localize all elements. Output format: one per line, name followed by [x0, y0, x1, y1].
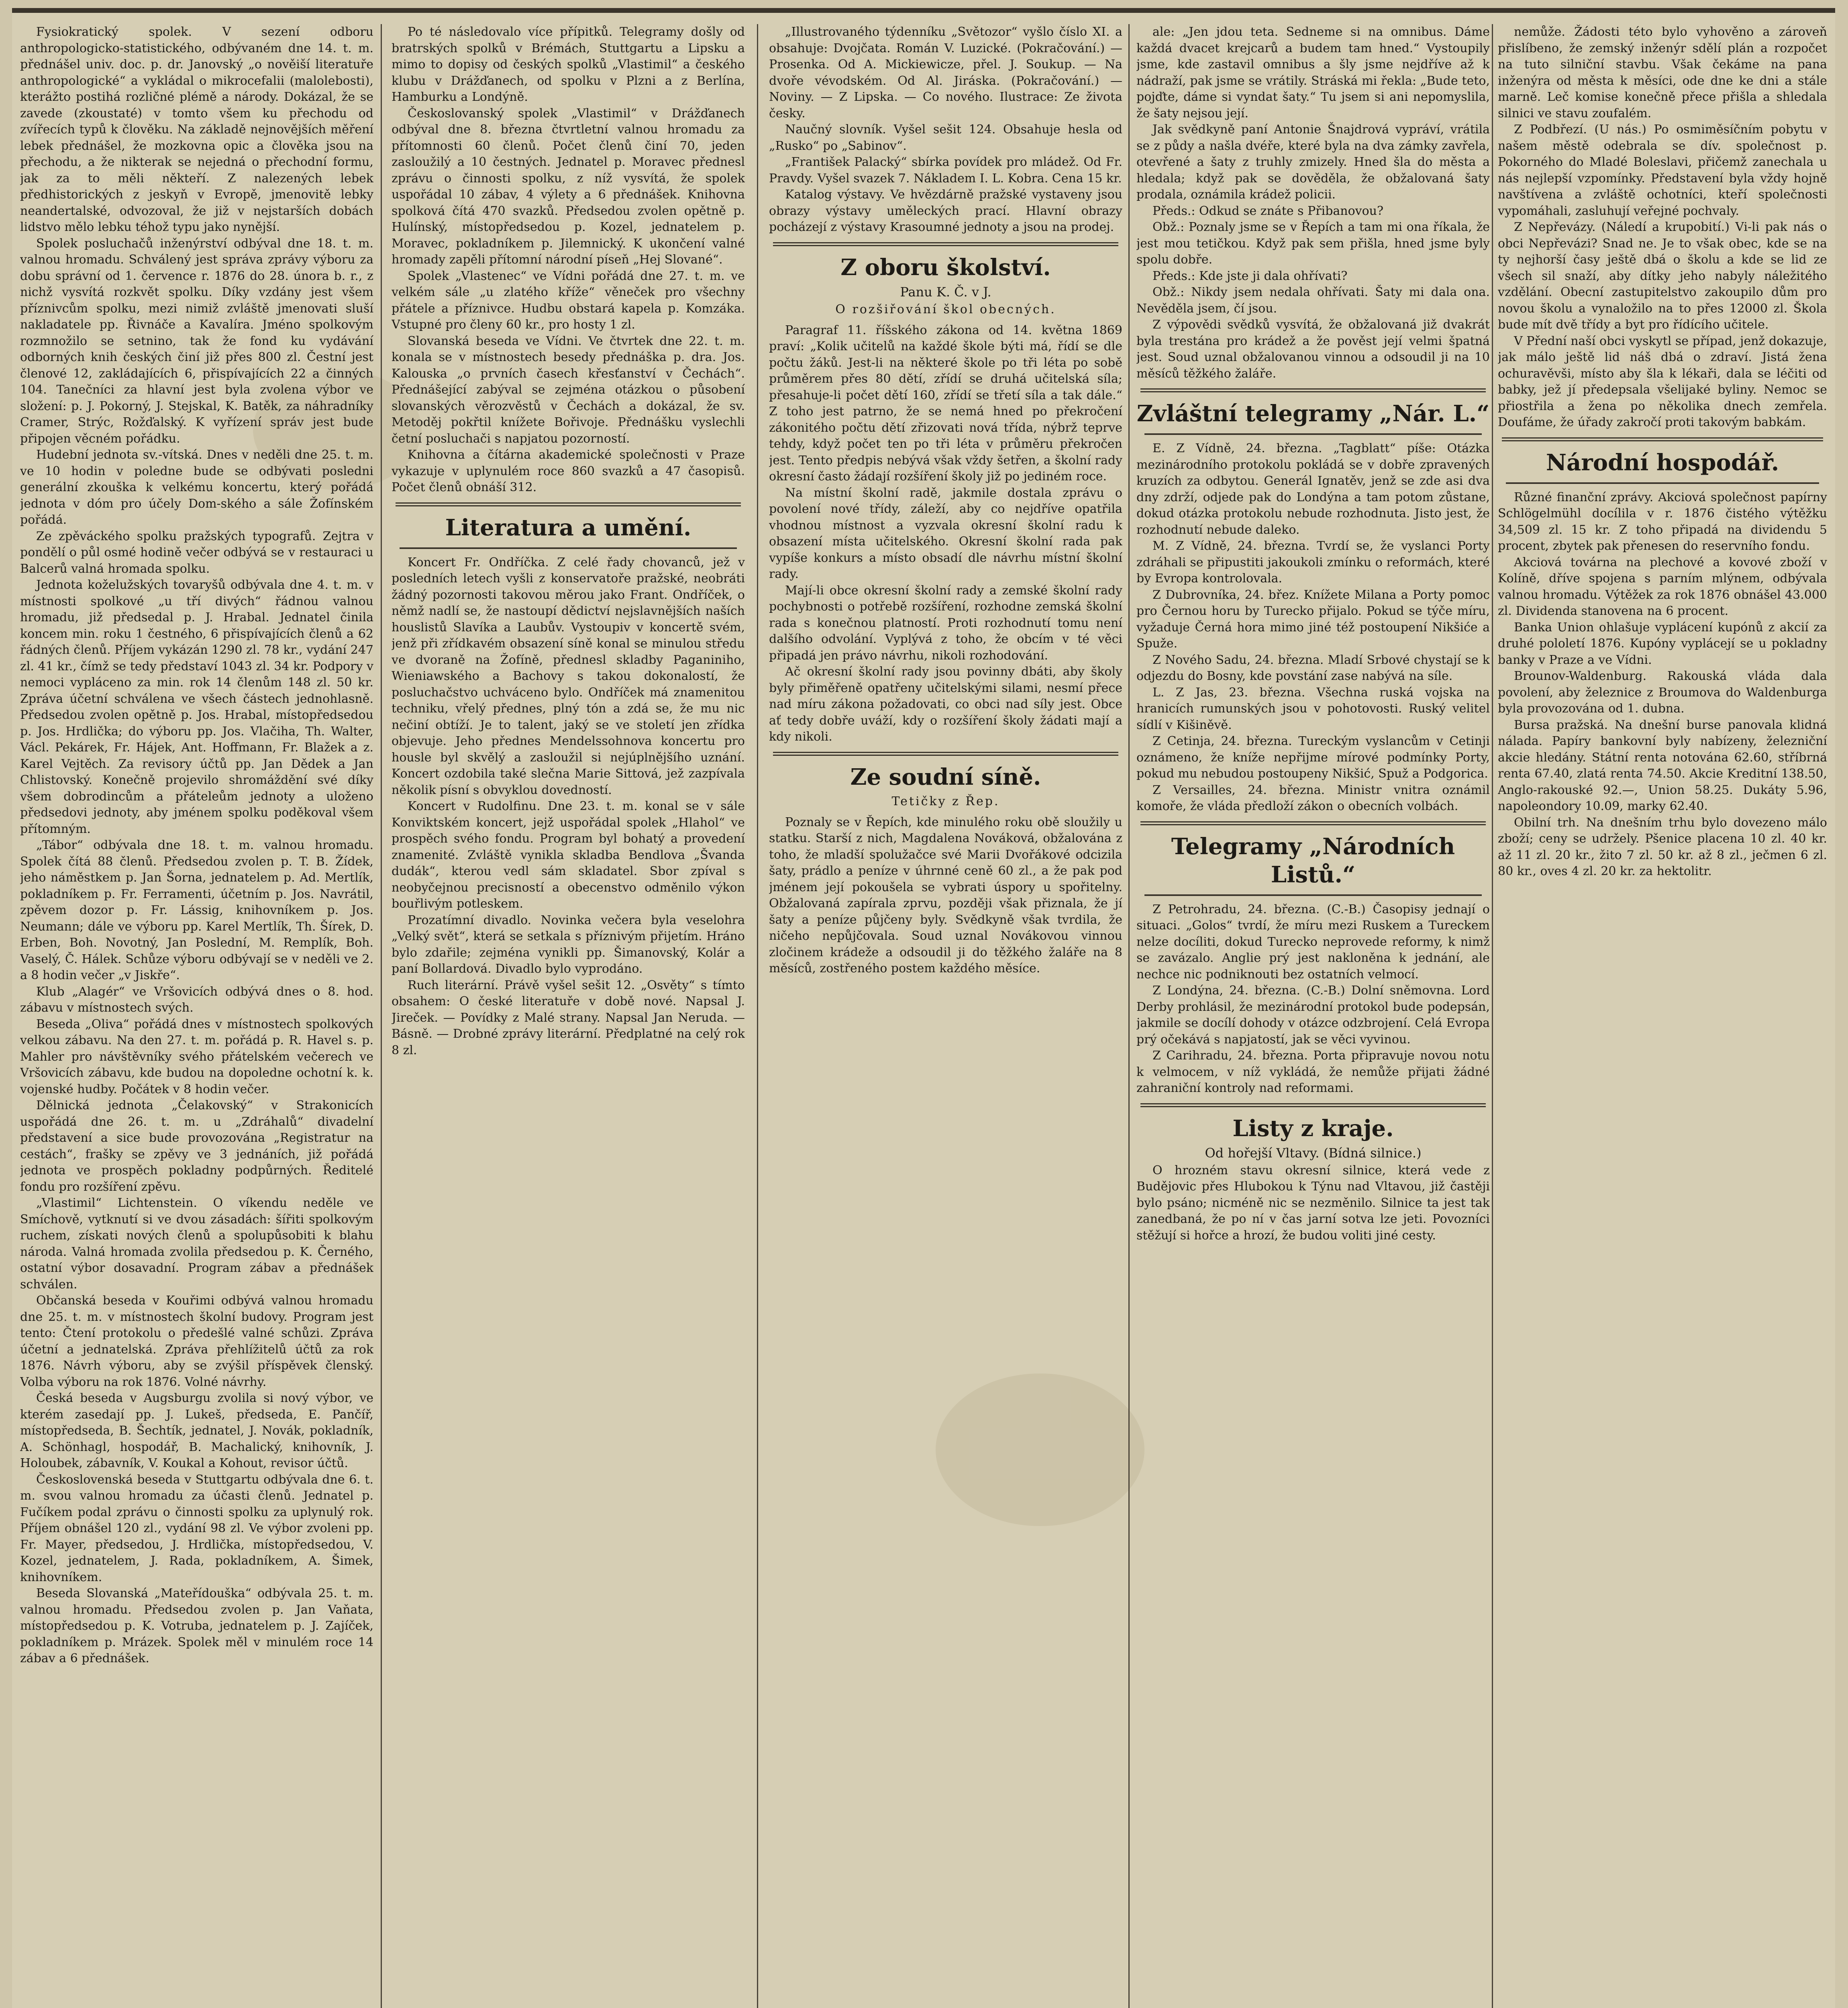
section-title: Z oboru školství.	[840, 254, 1051, 281]
article-paragraph: nemůže. Žádosti této bylo vyhověno a zároveň přislíbeno, že zemský inženýr sdělí plán a rozpočet na tuto silniční stavbu. Však čekáme na pana inženýra od města k měsíci, ode dne ke dni a stále marně. Leč komise konečně přece přišla a shledala silnici ve stavu zoufalém.	[1498, 25, 1827, 120]
article-paragraph: Prozatímní divadlo. Novinka večera byla veselohra „Velký svět“, která se setkala s příznivým přijetím. Hráno bylo zdařile; zejména vynikli pp. Šimanovský, Kolár a paní Bollardová. Divadlo bylo vyprodáno.	[392, 913, 745, 976]
section-title: Zvláštní telegramy „Nár. L.“	[1136, 400, 1490, 427]
article-paragraph: Z Cetinja, 24. března. Tureckým vyslancům v Cetinji oznámeno, že kníže nepřijme mírové podmínky Porty, pokud mu nebudou postoupeny Nikšić, Spuž a Podgorica.	[1136, 734, 1490, 781]
column-3	[769, 24, 1122, 2008]
article-paragraph: V Přední naší obci vyskytl se případ, jenž dokazuje, jak málo ještě lid náš dbá o zdraví. Jistá žena ochuravěvši, místo aby šla k lékaři, dala se léčiti od babky, jež jí předepsala všelijaké byliny. Nemoc se přiostřila a žena po několika dnech zemřela. Doufáme, že úřady zakročí proti takovým babkám.	[1498, 334, 1827, 429]
article-paragraph: Jednota koželužských tovaryšů odbývala dne 4. t. m. v místnosti spolkové „u tří divých“ řádnou valnou hromadu, již předsedal p. J. Hrabal. Jednatel činila koncem min. roku 1 čestného, 6 přispívajících členů a 62 řádných členů. Příjem vykázán 1290 zl. 78 kr., vydání 247 zl. 41 kr., čímž se tedy představí 1043 zl. 34 kr. Podpory v nemoci vypláceno za min. rok 14 členům 148 zl. 50 kr. Zpráva účetní schválena ve všech částech jednohlasně. Předsedou zvolen opětně p. Jos. Hrabal, místopředsedou p. Jos. Hrdlička; do výboru pp. Jos. Vlačiha, Th. Walter, Václ. Pekárek, Fr. Hájek, Ant. Hoffmann, Fr. Blažek a z. Karel Vejtěch. Za revisory účtů pp. Jan Dědek a Jan Chlistovský. Konečně projevilo shromáždění své díky všem dobrodincům a přáteleům jednoty a uloženo předsedovi jednoty, aby jménem spolku poděkoval všem přítomným.	[20, 578, 373, 836]
article-paragraph: Naučný slovník. Vyšel sešit 124. Obsahuje hesla od „Rusko“ po „Sabinov“.	[769, 122, 1122, 153]
article-paragraph: Obž.: Nikdy jsem nedala ohřívati. Šaty mi dala ona. Nevěděla jsem, čí jsou.	[1136, 285, 1490, 316]
article-paragraph: „František Palacký“ sbírka povídek pro mládež. Od Fr. Pravdy. Vyšel svazek 7. Nákladem I. L. Kobra. Cena 15 kr.	[769, 155, 1122, 186]
section-divider	[396, 502, 741, 506]
article-paragraph: Akciová továrna na plechové a kovové zboží v Kolíně, dříve spojena s parním mlýnem, odbývala valnou hromadu. Výtěžek za rok 1876 obnášel 43.000 zl. Dividenda stanovena na 6 procent.	[1498, 555, 1827, 618]
section-divider	[773, 752, 1118, 756]
article-paragraph: Z Versailles, 24. března. Ministr vnitra oznámil komoře, že vláda předloží zákon o obecních volbách.	[1136, 783, 1490, 813]
column-divider	[1492, 24, 1493, 2008]
article-paragraph: „Tábor“ odbývala dne 18. t. m. valnou hromadu. Spolek čítá 88 členů. Předsedou zvolen p. T. B. Žídek, jeho náměstkem p. Jan Šorna, jednatelem p. Ad. Mertlík, pokladníkem p. Fr. Ferramenti, účetním p. Jos. Navrátil, zpěvem dozor p. Fr. Lássig, knihovníkem p. Jos. Neumann; dále ve výboru pp. Karel Mertlík, Th. Šírek, D. Erben, Boh. Novotný, Jan Poslední, M. Remplík, Boh. Vaselý, Č. Hálek. Schůze výboru odbývají se v neděli ve 2. a 8 hodin večer „v Jiskře“.	[20, 838, 373, 982]
article-paragraph: Katalog výstavy. Ve hvězdárně pražské vystaveny jsou obrazy výstavy uměleckých prací. Hlavní obrazy pocházejí z výstavy Krasoumné jednoty a jsou na prodej.	[769, 188, 1122, 234]
section-title: Literatura a umění.	[445, 514, 691, 541]
column-4	[1136, 24, 1490, 2008]
section-title: Telegramy „Národních Listů.“	[1171, 833, 1455, 888]
article-paragraph: Z Podbřezí. (U nás.) Po osmiměsíčním pobytu v našem městě odebrala se dív. společnost p. Pokorného do Mladé Boleslavi, přičemž zanechala u nás nejlepší vzpomínky. Představení byla vždy hojně navštívena a zvláště ochotníci, kteří společnosti vypomáhali, zasluhují veřejné pochvaly.	[1498, 122, 1827, 218]
article-paragraph: Bursa pražská. Na dnešní burse panovala klidná nálada. Papíry bankovní byly nabízeny, železniční akcie hledány. Státní renta notována 62.60, stříbrná renta 67.40, zlatá renta 74.50. Akcie Kreditní 138.50, Anglo-rakouské 92.—, Union 58.25. Dukáty 5.96, napoleondory 10.09, marky 62.40.	[1498, 718, 1827, 813]
article-paragraph: Předs.: Kde jste ji dala ohřívati?	[1152, 269, 1348, 283]
article-paragraph: Z Nepřevázy. (Náledí a krupobití.) Vi-li pak nás o obci Nepřevázi? Snad ne. Je to však obec, kde se na ty nejhorší časy ještě dbá o školu a kde se lid ze všech sil snaží, aby dítky jeho nabyly náležitého vzdělání. Obecní zastupitelstvo zakoupilo dům pro novou školu a vynaložilo na to přes 12000 zl. Škola bude mít dvě třídy a byt pro řídícího učitele.	[1498, 220, 1827, 332]
article-paragraph: Československá beseda v Stuttgartu odbývala dne 6. t. m. svou valnou hromadu za účasti členů. Jednatel p. Fučíkem podal zprávu o činnosti spolku za uplynulý rok. Příjem obnášel 120 zl., vydání 98 zl. Ve výbor zvoleni pp. Fr. Mayer, předsedou, J. Hrdlička, místopředsedou, V. Kozel, jednatelem, J. Rada, pokladníkem, A. Šimek, knihovníkem.	[20, 1472, 373, 1584]
article-paragraph: Jak svědkyně paní Antonie Šnajdrová vypráví, vrátila se z půdy a našla dvéře, které byla na dva zámky zavřela, otevřené a šaty z truhly zmizely. Hned šla do města a hledala; když pak se dověděla, že obžalovaná šaty prodala, oznámila krádež policii.	[1136, 122, 1490, 202]
article-paragraph: Beseda „Oliva“ pořádá dnes v místnostech spolkových velkou zábavu. Na den 27. t. m. pořádá p. R. Havel s. p. Mahler pro návštěvníky svého přátelském večerech ve Vršovicích zábavu, kde budou na dopoledne ochotní k. k. vojenské hudby. Počátek v 8 hodin večer.	[20, 1017, 373, 1096]
article-paragraph: Po té následovalo více přípitků. Telegramy došly od bratrských spolků v Brémách, Stuttgartu a Lipsku a mimo to dopisy od českých spolků „Vlastimil“ a českého klubu v Drážďanech, od spolku v Plzni a z Berlína, Hamburku a Londýně.	[392, 25, 745, 104]
article-paragraph: Paragraf 11. říšského zákona od 14. května 1869 praví: „Kolik učitelů na každé škole býti má, řídí se dle počtu žáků. Jest-li na některé škole po tři léta po sobě průměrem přes 80 dětí, zřídí se druhá učitelská síla; přesahuje-li počet dětí 160, zřídí se třetí síla a tak dále.“ Z toho jest patrno, že se nemá hned po překročení zákonitého počtu dětí zřizovati nová třída, nýbrž teprve tehdy, když počet ten po tři léta v průměru překročen jest. Tento předpis nebývá však vždy šetřen, a školní rady okresní často žádají rozšíření školy již po jediném roce.	[769, 323, 1122, 484]
article-paragraph: Z Petrohradu, 24. března. (C.-B.) Časopisy jednají o situaci. „Golos“ tvrdí, že míru mezi Ruskem a Tureckem nelze docíliti, dokud Turecko neprovede reformy, k nimž se zavázalo. Anglie prý jest nakloněna k jednání, ale nechce nic podniknouti bez ostatních velmocí.	[1136, 902, 1490, 982]
section-divider	[1502, 437, 1823, 441]
article-paragraph: Z Carihradu, 24. března. Porta připravuje novou notu k velmocem, v níž vykládá, že nemůže přijati žádné zahraniční kontroly nad reformami.	[1136, 1049, 1490, 1095]
article-paragraph: Česká beseda v Augsburgu zvolila si nový výbor, ve kterém zasedají pp. J. Lukeš, předseda, E. Pančíř, místopředseda, B. Šechtík, jednatel, J. Novák, pokladník, A. Schönhagl, hospodář, B. Machalický, knihovník, J. Holoubek, zábavník, V. Koukal a Kohout, revisor účtů.	[20, 1391, 373, 1470]
section-divider	[773, 242, 1118, 246]
section-title: Národní hospodář.	[1546, 449, 1779, 476]
article-paragraph: Občanská beseda v Kouřimi odbývá valnou hromadu dne 25. t. m. v místnostech školní budovy. Program jest tento: Čtení protokolu o předešlé valné schůzi. Zpráva účetní a jednatelská. Zpráva přehlížitelů účtů za rok 1876. Návrh výboru, aby se zvýšil příspěvek členský. Volba výboru na rok 1876. Volné návrhy.	[20, 1294, 373, 1389]
article-paragraph: Hudební jednota sv.-vítská. Dnes v neděli dne 25. t. m. ve 10 hodin v poledne bude se odbývati posledni generální zkouška k velkému koncertu, který pořádá jednota v dóm pro účely Dom-ského a sále Žofínském pořádá.	[20, 448, 373, 527]
section-divider	[400, 547, 737, 549]
article-paragraph: Poznaly se v Řepích, kde minulého roku obě sloužily u statku. Starší z nich, Magdalena Nováková, obžalována z toho, že mladší spolužačce své Marii Dvořákové odcizila šaty, prádlo a peníze v úhrnné ceně 60 zl., a že pak pod jménem její pokoušela se vybrati úspory u spořitelny. Obžalovaná zapírala zprvu, později však přiznala, že jí šaty a peníze půjčeny byly. Svědkyně však tvrdila, že ničeho nepůjčovala. Soud uznal Novákovou vinnou zločinem krádeže a odsoudil ji do těžkého žaláře na 8 měsíců, zostřeného postem každého měsíce.	[769, 815, 1122, 975]
article-paragraph: Mají-li obce okresní školní rady a zemské školní rady pochybnosti o potřebě rozšíření, rozhodne zemská školní rada s konečnou platností. Proti rozhodnutí tomu není dalšího odvolání. Vyplývá z toho, že obcím v té věci připadá jen právo návrhu, nikoli rozhodování.	[769, 583, 1122, 663]
column-1	[20, 24, 373, 2008]
article-paragraph: Z výpovědi svědků vysvítá, že obžalovaná již dvakrát byla trestána pro krádež a že pověst její velmi špatná jest. Soud uznal obžalovanou vinnou a odsoudil ji na 10 měsíců těžkého žaláře.	[1136, 318, 1490, 381]
section-title: Listy z kraje.	[1232, 1115, 1394, 1142]
top-rule	[12, 8, 1835, 13]
article-paragraph: Z Londýna, 24. března. (C.-B.) Dolní sněmovna. Lord Derby prohlásil, že mezinárodní protokol bude podepsán, jakmile se docílí dohody v otázce odzbrojení. Celá Evropa prý očekává s napjatostí, jak se věci vyvinou.	[1136, 984, 1490, 1047]
newspaper-page	[12, 8, 1835, 2008]
section-subtitle: Tetičky z Řep.	[891, 794, 1000, 808]
column-divider	[757, 24, 758, 2008]
article-paragraph: Na místní školní radě, jakmile dostala zprávu o povolení nové třídy, záleží, aby co nejdříve opatřila vhodnou místnost a vyzvala okresní školní radu k obsazení místa učitelského. Okresní školní rada pak vypíše konkurs a místo obsadí dle návrhu místní školní rady.	[769, 486, 1122, 581]
article-paragraph: L. Z Jas, 23. března. Všechna ruská vojska na hranicích rumunských jsou v pohotovosti. Ruský velitel sídlí v Kišiněvě.	[1136, 685, 1490, 732]
article-paragraph: Fysiokratický spolek. V sezení odboru anthropologicko-statistického, odbývaném dne 14. t. m. přednášel univ. doc. p. dr. Janovský „o nověiší literatuře anthropologické“ a vykládal o mikrocefalii (malolebosti), kterážto postihá rozličné plémě a národy. Dokázal, že se zavede (zkoustaté) v tomto všem ku přechodu od zvířecích typů k člověku. Na základě nejnovějších měření lebek přednášel, že mozkovna opic a člověka jsou na přechodu, a že nikterak se nejedná o přechodní formu, jak za to měli někteří. Z nalezených lebek předhistorických z jeskyň v Evropě, jmenovitě lebky neandertalské, odvozoval, že již v nejstarších dobách lidstvo mělo lebku téhož typu jako nynější.	[20, 25, 373, 234]
section-divider	[1144, 894, 1482, 896]
article-paragraph: Beseda Slovanská „Mateřídouška“ odbývala 25. t. m. valnou hromadu. Předsedou zvolen p. Jan Vaňata, místopředsedou p. K. Votruba, jednatelem p. J. Zajíček, pokladníkem p. Mrázek. Spolek měl v minulém roce 14 zábav a 6 přednášek.	[20, 1586, 373, 1665]
column-divider	[381, 24, 382, 2008]
section-title: Ze soudní síně.	[850, 763, 1041, 790]
section-divider	[1140, 821, 1486, 825]
section-subtitle: Panu K. Č. v J.	[900, 284, 991, 300]
article-paragraph: Z Dubrovníka, 24. břez. Knížete Milana a Porty pomoc pro Černou horu by Turecko přijalo. Pokud se týče míru, vyžaduje Černá hora mimo jiné též postoupení Nikšiće a Spuže.	[1136, 588, 1490, 651]
article-paragraph: Obilní trh. Na dnešním trhu bylo dovezeno málo zboží; ceny se udržely. Pšenice placena 10 zl. 40 kr. až 11 zl. 20 kr., žito 7 zl. 50 kr. až 8 zl., ječmen 6 zl. 80 kr., oves 4 zl. 20 kr. za hektolitr.	[1498, 815, 1827, 878]
article-paragraph: E. Z Vídně, 24. března. „Tagblatt“ píše: Otázka mezinárodního protokolu pokládá se v dobře zpravených kruzích za odbytou. Generál Ignatěv, jenž se zde asi dva dny zdrží, odjede pak do Londýna a tam potom zůstane, dokud otázka protokolu nebude rozhodnuta. Jisto jest, že rozhodnutí nebude daleko.	[1136, 441, 1490, 537]
section-divider	[1506, 482, 1819, 484]
article-paragraph: Klub „Alagér“ ve Vršovicích odbývá dnes o 8. hod. zábavu v místnostech svých.	[20, 984, 373, 1015]
section-subtitle: Od hořejší Vltavy. (Bídná silnice.)	[1205, 1145, 1422, 1161]
article-paragraph: Knihovna a čítárna akademické společnosti v Praze vykazuje v uplynulém roce 860 svazků a 47 časopisů. Počet členů obnáší 312.	[392, 448, 745, 494]
section-subtitle: O rozšiřování škol obecných.	[835, 302, 1056, 316]
article-paragraph: Předs.: Odkud se znáte s Přibanovou?	[1152, 204, 1384, 218]
article-paragraph: Brounov-Waldenburg. Rakouská vláda dala povolení, aby železnice z Broumova do Waldenburga byla provozována od 1. dubna.	[1498, 669, 1827, 716]
article-paragraph: Spolek posluchačů inženýrství odbýval dne 18. t. m. valnou hromadu. Schválený jest správa zprávy výboru za dobu správní od 1. července r. 1876 do 28. února b. r., z nichž vysvítá rozkvět spolku. Díky vzdány jest všem příznivcům spolku, mezi nimiž zvláště jmenovati sluší nakladatele pp. Řivnáče a Kavalíra. Jméno spolkovým rozmnožilo se setnino, tak že fond ku vydávání odborných knih českých činí již přes 800 zl. Čestní jest členové 12, zakládajících 6, přispívajících 22 a činných 104. Tanečníci za hlavní jest byla zvolena výbor ve složení: p. J. Pokorný, J. Stejskal, K. Batěk, za náhradníky Cramer, Strýc, Rožďalský. K vyřízení správ jest bude připojen věcném pořádku.	[20, 236, 373, 446]
article-paragraph: Banka Union ohlašuje vyplácení kupónů z akcií za druhé pololetí 1876. Kupóny vyplácejí se u pokladny banky v Praze a ve Vídni.	[1498, 620, 1827, 667]
section-divider	[1144, 433, 1482, 435]
article-paragraph: O hrozném stavu okresní silnice, která vede z Budějovic přes Hlubokou k Týnu nad Vltavou, již častěji bylo psáno; nicméně nic se nezměnilo. Silnice ta jest tak zanedbaná, že po ní v čas jarní sotva lze jeti. Povozníci stěžují si hořce a hrozí, že budou voliti jiné cesty.	[1136, 1163, 1490, 1243]
article-paragraph: Slovanská beseda ve Vídni. Ve čtvrtek dne 22. t. m. konala se v místnostech besedy přednáška p. dra. Jos. Kalouska „o prvních časech křesťanství v Čechách“. Přednášející zabýval se zejména otázkou o působení slovanských věrozvěstů v Čechách a dokázal, že sv. Metoděj pokřtil knížete Bořivoje. Přednášku vyslechli četní posluchači s napjatou pozorností.	[392, 334, 745, 446]
column-2	[392, 24, 745, 2008]
article-paragraph: „Vlastimil“ Lichtenstein. O víkendu neděle ve Smíchově, vytknutí si ve dvou zásadách: šířiti spolkovým ruchem, získati nových členů a spolupůsobiti k blahu národa. Valná hromada zvolila předsedou p. K. Černého, ostatní výbor dosavadní. Program zábav a přednášek schválen.	[20, 1196, 373, 1292]
section-divider	[1140, 1103, 1486, 1107]
article-paragraph: Ruch literární. Právě vyšel sešit 12. „Osvěty“ s tímto obsahem: O české literatuře v době nové. Napsal J. Jireček. — Povídky z Malé strany. Napsal Jan Neruda. — Básně. — Drobné zprávy literární. Předplatné na celý rok 8 zl.	[392, 978, 745, 1057]
article-paragraph: Ač okresní školní rady jsou povinny dbáti, aby školy byly přiměřeně opatřeny učitelskými silami, nesmí přece nad míru zákona požadovati, co obci nad síly jest. Obce ať tedy dobře uváží, kdy o rozšíření školy žádati mají a kdy nikoli.	[769, 665, 1122, 744]
article-paragraph: Koncert v Rudolfinu. Dne 23. t. m. konal se v sále Konviktském koncert, jejž uspořádal spolek „Hlahol“ ve prospěch svého fondu. Program byl bohatý a provedení znamenité. Zvláště vynikla skladba Bendlova „Švanda dudák“, kterou vedl sám skladatel. Sbor zpíval s neobyčejnou precisností a obecenstvo odměnilo výkon bouřlivým potleskem.	[392, 799, 745, 911]
article-paragraph: Českoslovanský spolek „Vlastimil“ v Drážďanech odbýval dne 8. března čtvrtletní valnou hromadu za přítomnosti 60 členů. Počet členů činí 70, jeden zasloužilý a 10 čestných. Jednatel p. Moravec přednesl zprávu o činnosti spolku, z níž vysvítá, že spolek uspořádal 10 zábav, 4 výlety a 6 přednášek. Knihovna spolková čítá 470 svazků. Předsedou zvolen opětně p. Hulínský, místopředsedou p. Kozel, jednatelem p. Moravec, pokladníkem p. Jilemnický. K ukončení valné hromady zapěli přítomní národní píseň „Hej Slované“.	[392, 106, 745, 267]
section-divider	[1140, 388, 1486, 392]
article-paragraph: Spolek „Vlastenec“ ve Vídni pořádá dne 27. t. m. ve velkém sále „u zlatého kříže“ věneček pro všechny přátele a příznivce. Hudbu obstará kapela p. Komzáka. Vstupné pro členy 60 kr., pro hosty 1 zl.	[392, 269, 745, 332]
article-paragraph: M. Z Vídně, 24. března. Tvrdí se, že vyslanci Porty zdráhali se připustiti jakoukoli zmínku o reformách, které by Evropa kontrolovala.	[1136, 539, 1490, 586]
article-paragraph: „Illustrovaného týdenníku „Světozor“ vyšlo číslo XI. a obsahuje: Dvojčata. Román V. Luzické. (Pokračování.) — Prosenka. Od A. Mickiewicze, přel. J. Soukup. — Na dvoře vévodském. Od Al. Jiráska. (Pokračování.) — Noviny. — Z Lipska. — Co nového. Ilustrace: Ze života česky.	[769, 25, 1122, 120]
article-paragraph: ale: „Jen jdou teta. Sedneme si na omnibus. Dáme každá dvacet krejcarů a budem tam hned.“ Vystoupily jsme, kde zastavil omnibus a šly jsme nejdříve až k nádraží, pak jsme se vrátily. Stráská mi řekla: „Bude teto, pojďte, dáme si vyndat šaty.“ Tu jsem si ani nepomyslila, že šaty nejsou její.	[1136, 25, 1490, 120]
article-paragraph: Z Nového Sadu, 24. března. Mladí Srbové chystají se k odjezdu do Bosny, kde povstání zase nabývá na síle.	[1136, 653, 1490, 683]
column-5	[1498, 24, 1827, 2008]
article-paragraph: Koncert Fr. Ondříčka. Z celé řady chovanců, jež v posledních letech vyšli z konservatoře pražské, neobráti žádný pozornosti takovou měrou jako Frant. Ondříček, o němž nadlí se, že nastoupí dědictví nejslavnějších naších houslistů Slavíka a Laubův. Vystoupiv v koncertě svém, jenž při zřídkavém obsazení síně konal se minulou středu ve dvoraně na Žofíně, přednesl skladby Paganiniho, Wieniawského a Bachovy s takou dokonalostí, že posluchačstvo uchváceno bylo. Ondříček má znamenitou techniku, vřelý přednes, plný tón a zdá se, že mu nic nečiní obtíží. Je to talent, jaký se ve století jen zřídka objevuje. Jeho přednes Mendelssohnova koncertu pro housle byl skvělý a zasloužil si nejúplnějšího uznání. Koncert ozdobila také slečna Marie Sittová, jež zazpívala několik písní s obvyklou dovedností.	[392, 555, 745, 797]
article-paragraph: Dělnická jednota „Čelakovský“ v Strakonicích uspořádá dne 26. t. m. u „Zdráhalů“ divadelní představení a sice bude provozována „Registratur na cestách“, frašky se zpěvy ve 3 jednáních, již pořádá jednota ve prospěch pokladny podpůrných. Ředitelé fondu pro rozšíření zpěvu.	[20, 1098, 373, 1194]
article-paragraph: Různé finanční zprávy. Akciová společnost papírny Schlögelmühl docílila v r. 1876 čistého výtěžku 34,509 zl. 15 kr. Z toho připadá na dividendu 5 procent, zbytek pak přenesen do reservního fondu.	[1498, 490, 1827, 553]
column-divider	[1128, 24, 1130, 2008]
article-paragraph: Obž.: Poznaly jsme se v Řepích a tam mi ona říkala, že jest mou tetičkou. Když pak sem přišla, hned jsme byly spolu dobře.	[1136, 220, 1490, 267]
article-paragraph: Ze zpěváckého spolku pražských typografů. Zejtra v pondělí o půl osmé hodině večer odbývá se v restauraci u Balcerů valná hromada spolku.	[20, 529, 373, 576]
